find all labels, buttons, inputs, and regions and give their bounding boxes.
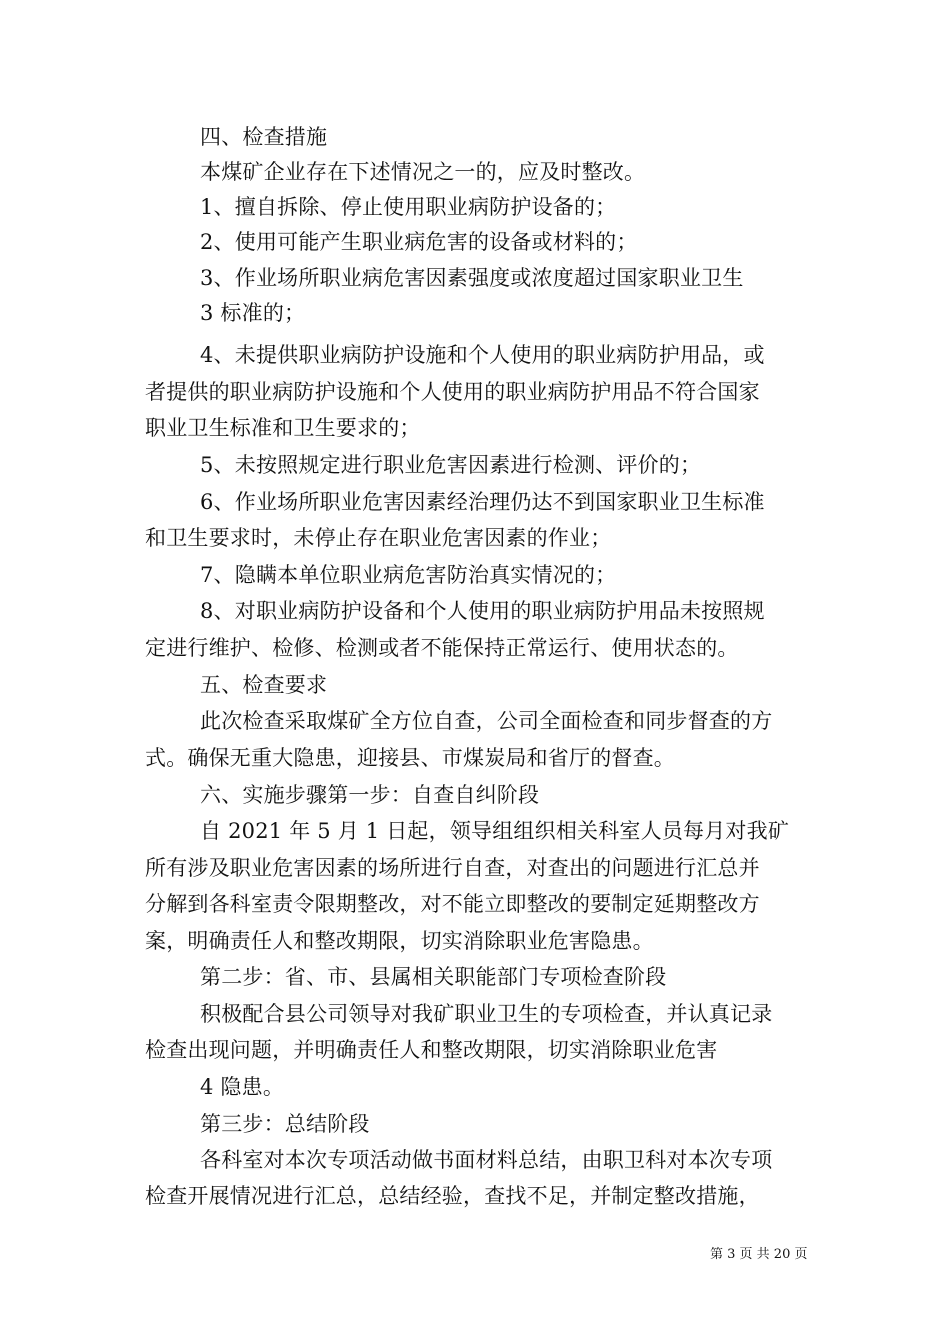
text-line: 检查出现问题，并明确责任人和整改期限，切实消除职业危害 bbox=[145, 1038, 718, 1062]
text-line: 4 隐患。 bbox=[200, 1075, 285, 1099]
section-heading-inspection-measures: 四、检查措施 bbox=[200, 125, 328, 149]
text-line: 所有涉及职业危害因素的场所进行自查，对查出的问题进行汇总并 bbox=[145, 856, 760, 880]
step-heading-2: 第二步：省、市、县属相关职能部门专项检查阶段 bbox=[200, 965, 667, 989]
step-heading-3: 第三步：总结阶段 bbox=[200, 1112, 370, 1136]
list-item-3: 3、作业场所职业病危害因素强度或浓度超过国家职业卫生 bbox=[200, 266, 744, 290]
list-item-4: 4、未提供职业病防护设施和个人使用的职业病防护用品，或 bbox=[200, 343, 765, 367]
text-line: 案，明确责任人和整改期限，切实消除职业危害隐患。 bbox=[145, 929, 654, 953]
text-line: 和卫生要求时，未停止存在职业危害因素的作业； bbox=[145, 526, 612, 550]
text-line: 3 标准的； bbox=[200, 301, 306, 325]
list-item-8: 8、对职业病防护设备和个人使用的职业病防护用品未按照规 bbox=[200, 599, 765, 623]
text-line: 各科室对本次专项活动做书面材料总结，由职卫科对本次专项 bbox=[200, 1148, 773, 1172]
list-item-5: 5、未按照规定进行职业危害因素进行检测、评价的； bbox=[200, 453, 702, 477]
list-item-7: 7、隐瞒本单位职业病危害防治真实情况的； bbox=[200, 563, 617, 587]
section-heading-implementation-steps: 六、实施步骤第一步：自查自纠阶段 bbox=[200, 783, 540, 807]
text-line: 式。确保无重大隐患，迎接县、市煤炭局和省厅的督查。 bbox=[145, 746, 675, 770]
text-line: 分解到各科室责令限期整改，对不能立即整改的要制定延期整改方 bbox=[145, 892, 760, 916]
text-line: 者提供的职业病防护设施和个人使用的职业病防护用品不符合国家 bbox=[145, 380, 760, 404]
text-line: 此次检查采取煤矿全方位自查，公司全面检查和同步督查的方 bbox=[200, 709, 773, 733]
list-item-1: 1、擅自拆除、停止使用职业病防护设备的； bbox=[200, 195, 617, 219]
text-line: 职业卫生标准和卫生要求的； bbox=[145, 416, 421, 440]
text-line: 积极配合县公司领导对我矿职业卫生的专项检查，并认真记录 bbox=[200, 1002, 773, 1026]
page-number-footer: 第 3 页 共 20 页 bbox=[710, 1247, 808, 1262]
text-line: 自 2021 年 5 月 1 日起，领导组组织相关科室人员每月对我矿 bbox=[200, 819, 790, 843]
text-line: 检查开展情况进行汇总，总结经验，查找不足，并制定整改措施， bbox=[145, 1184, 760, 1208]
section-heading-inspection-requirements: 五、检查要求 bbox=[200, 673, 328, 697]
list-item-2: 2、使用可能产生职业病危害的设备或材料的； bbox=[200, 230, 638, 254]
text-line: 定进行维护、检修、检测或者不能保持正常运行、使用状态的。 bbox=[145, 636, 739, 660]
list-item-6: 6、作业场所职业危害因素经治理仍达不到国家职业卫生标准 bbox=[200, 490, 765, 514]
text-line: 本煤矿企业存在下述情况之一的，应及时整改。 bbox=[200, 160, 646, 184]
